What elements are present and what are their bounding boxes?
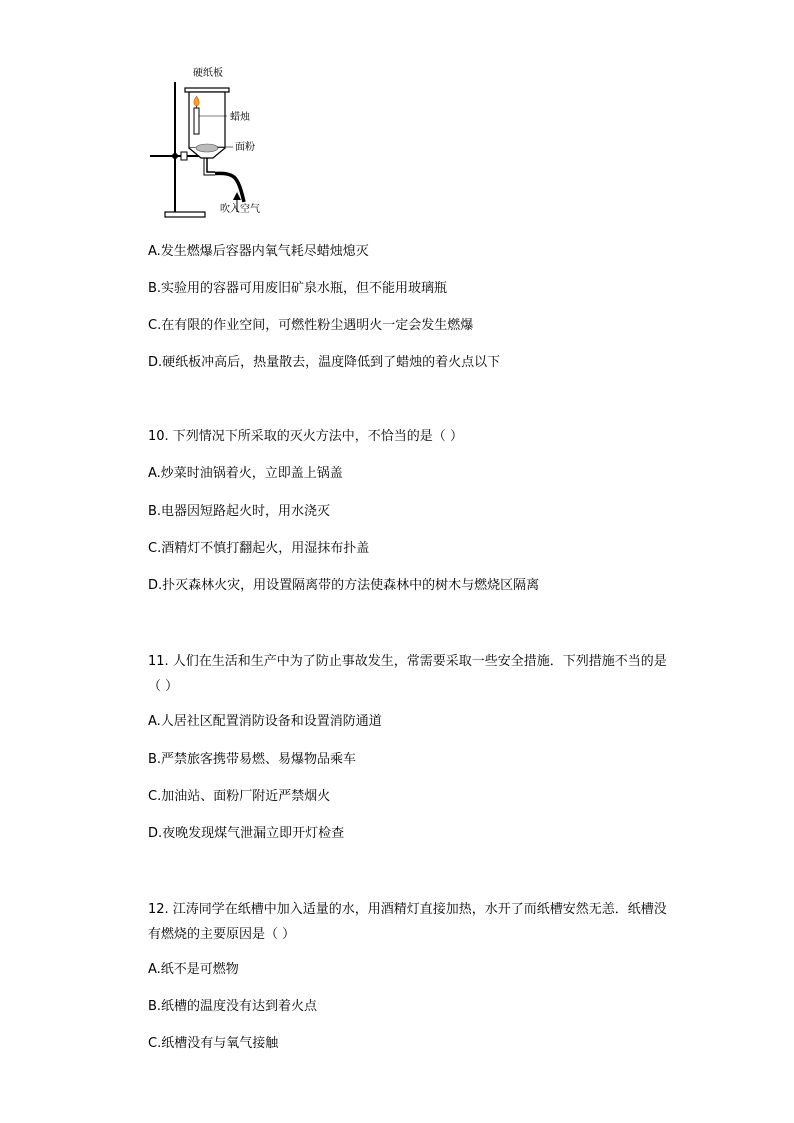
label-board: 硬纸板	[193, 68, 223, 79]
q11-stem: 11. 人们在生活和生产中为了防止事故发生，常需要采取一些安全措施．下列措施不当的是（ ）	[148, 654, 667, 694]
label-air: 吹入空气	[220, 204, 260, 215]
q9-option-a: A.发生燃爆后容器内氧气耗尽蜡烛熄灭	[148, 244, 369, 259]
q10-option-d: D.扑灭森林火灾，用设置隔离带的方法使森林中的树木与燃烧区隔离	[148, 578, 540, 593]
clamp-joint	[172, 153, 178, 159]
q12-option-a: A.纸不是可燃物	[148, 962, 239, 977]
clamp-screw	[181, 152, 187, 160]
apparatus-diagram	[145, 62, 275, 222]
q10-option-a: A.炒菜时油锅着火，立即盖上锅盖	[148, 466, 343, 481]
label-candle: 蜡烛	[230, 112, 250, 123]
experiment-figure	[145, 62, 275, 222]
q12-stem: 12. 江涛同学在纸槽中加入适量的水，用酒精灯直接加热，水开了而纸槽安然无恙．纸槽没有燃烧的主要原因是（ ）	[148, 902, 667, 942]
air-arrow-head	[233, 192, 241, 200]
q11-option-a: A.人居社区配置消防设备和设置消防通道	[148, 714, 382, 729]
stand-base	[165, 212, 205, 217]
q12-option-c: C.纸槽没有与氧气接触	[148, 1036, 279, 1051]
q9-option-c: C.在有限的作业空间，可燃性粉尘遇明火一定会发生燃爆	[148, 318, 474, 333]
q11-option-c: C.加油站、面粉厂附近严禁烟火	[148, 789, 331, 804]
q12-option-b: B.纸槽的温度没有达到着火点	[148, 999, 318, 1014]
label-flour: 面粉	[235, 142, 255, 153]
candle	[194, 108, 199, 134]
flour-pile	[196, 144, 218, 152]
q9-option-d: D.硬纸板冲高后，热量散去，温度降低到了蜡烛的着火点以下	[148, 355, 501, 370]
q10-option-c: C.酒精灯不慎打翻起火，用湿抹布扑盖	[148, 541, 370, 556]
q11-option-d: D.夜晚发现煤气泄漏立即开灯检查	[148, 826, 345, 841]
q9-option-b: B.实验用的容器可用废旧矿泉水瓶，但不能用玻璃瓶	[148, 281, 448, 296]
q11-option-b: B.严禁旅客携带易燃、易爆物品乘车	[148, 752, 357, 767]
q10-stem: 10. 下列情况下所采取的灭火方法中，不恰当的是（ ）	[148, 429, 463, 444]
q10-option-b: B.电器因短路起火时，用水浇灭	[148, 504, 331, 519]
air-pipe	[207, 158, 215, 172]
